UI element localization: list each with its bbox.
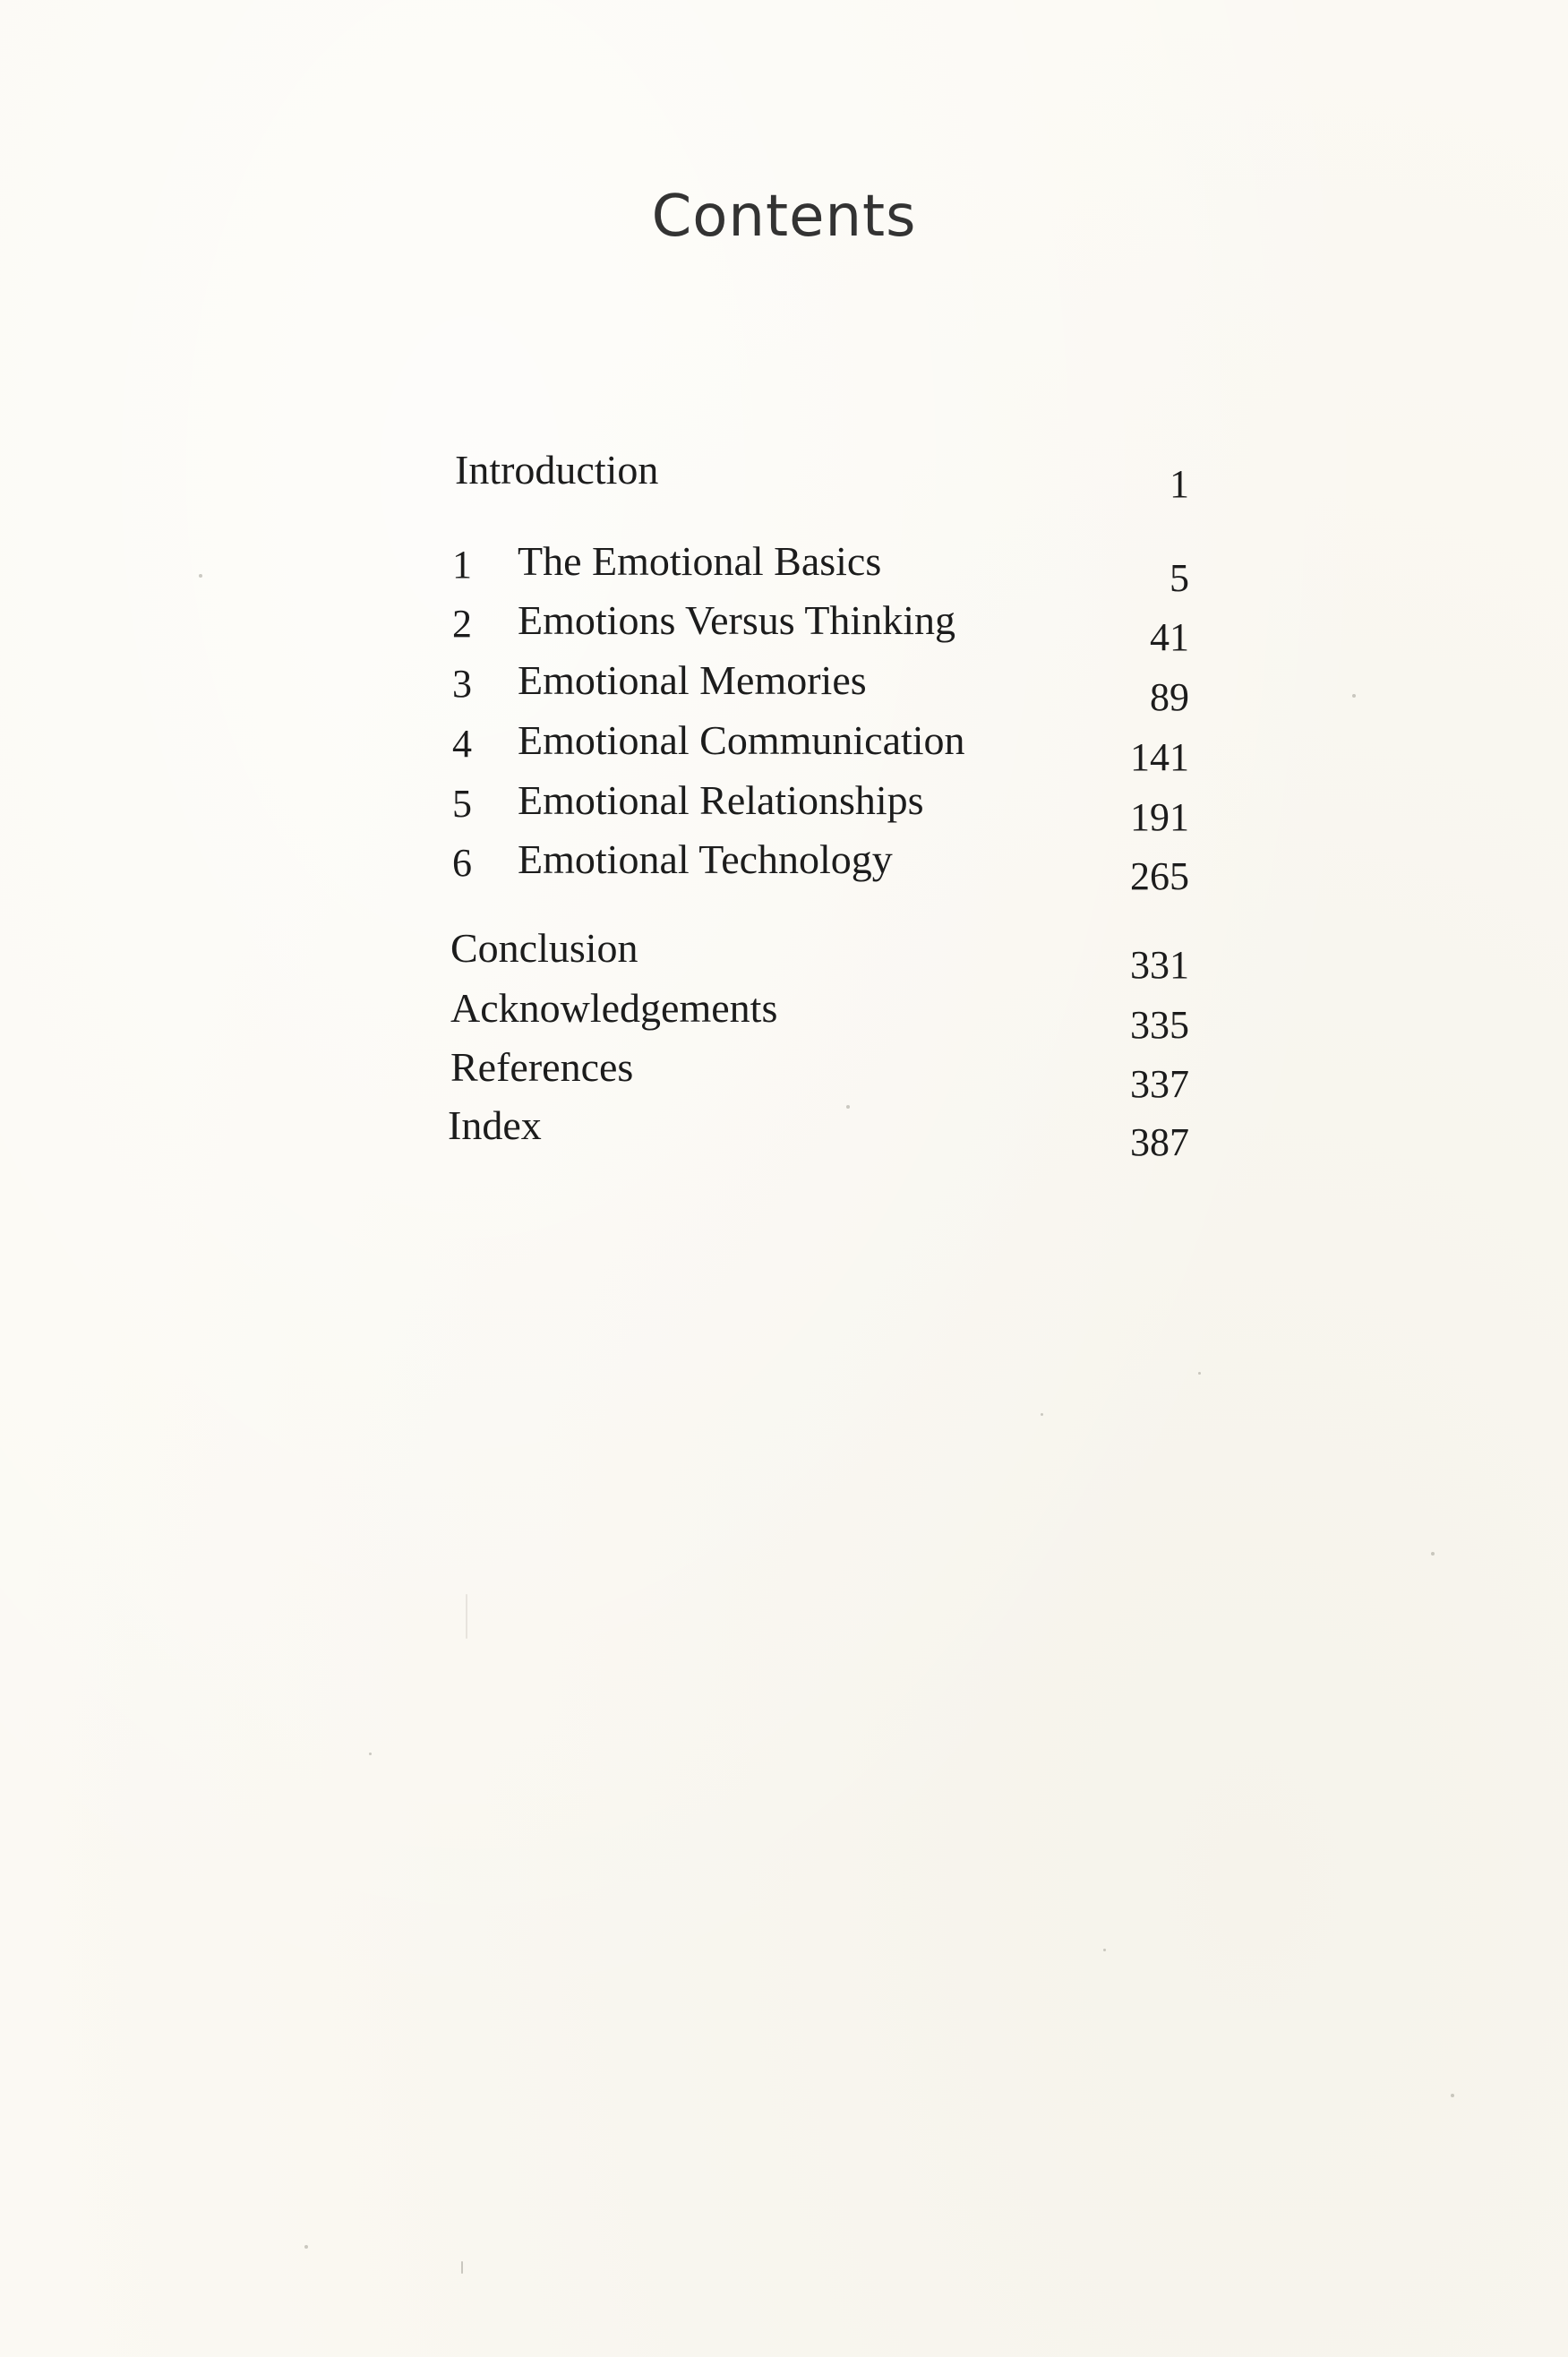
chapter-number: 5 [452,782,472,826]
toc-page-references: 337 [1130,1062,1189,1106]
chapter-page: 141 [1130,735,1189,779]
chapter-page: 265 [1130,854,1189,898]
chapter-page: 191 [1130,795,1189,839]
chapter-number: 3 [452,662,472,706]
paper-speck [1198,1372,1201,1375]
chapter-number: 2 [452,602,472,646]
chapter-page: 5 [1170,556,1189,600]
paper-speck [199,574,202,578]
paper-speck [304,2245,308,2249]
chapter-title: Emotional Relationships [518,777,924,823]
paper-speck [461,2261,463,2274]
chapter-title: Emotions Versus Thinking [518,597,955,643]
paper-speck [1451,2094,1454,2097]
chapter-title: Emotional Memories [518,657,867,703]
toc-page-conclusion: 331 [1130,943,1189,987]
paper-speck [466,1594,467,1639]
toc-entry-acknowledgements: Acknowledgements [450,985,778,1031]
toc-page-introduction: 1 [1170,462,1189,506]
paper-speck [1041,1413,1043,1416]
toc-entry-introduction: Introduction [455,447,659,493]
chapter-title: Emotional Technology [518,836,893,882]
toc-entry-references: References [450,1044,634,1090]
chapter-title: The Emotional Basics [518,538,882,584]
paper-speck [846,1105,850,1109]
paper-speck [1431,1552,1435,1556]
chapter-page: 41 [1150,615,1189,659]
toc-entry-index: Index [448,1102,542,1148]
paper-speck [369,1753,372,1755]
toc-page-index: 387 [1130,1120,1189,1164]
paper-speck [1352,694,1356,698]
chapter-number: 1 [452,543,472,587]
paper-speck [1103,1949,1106,1951]
chapter-page: 89 [1150,675,1189,719]
chapter-number: 6 [452,841,472,885]
chapter-number: 4 [452,722,472,766]
chapter-title: Emotional Communication [518,717,965,763]
toc-page-acknowledgements: 335 [1130,1003,1189,1047]
page-title: Contents [651,184,917,250]
toc-entry-conclusion: Conclusion [450,925,638,971]
